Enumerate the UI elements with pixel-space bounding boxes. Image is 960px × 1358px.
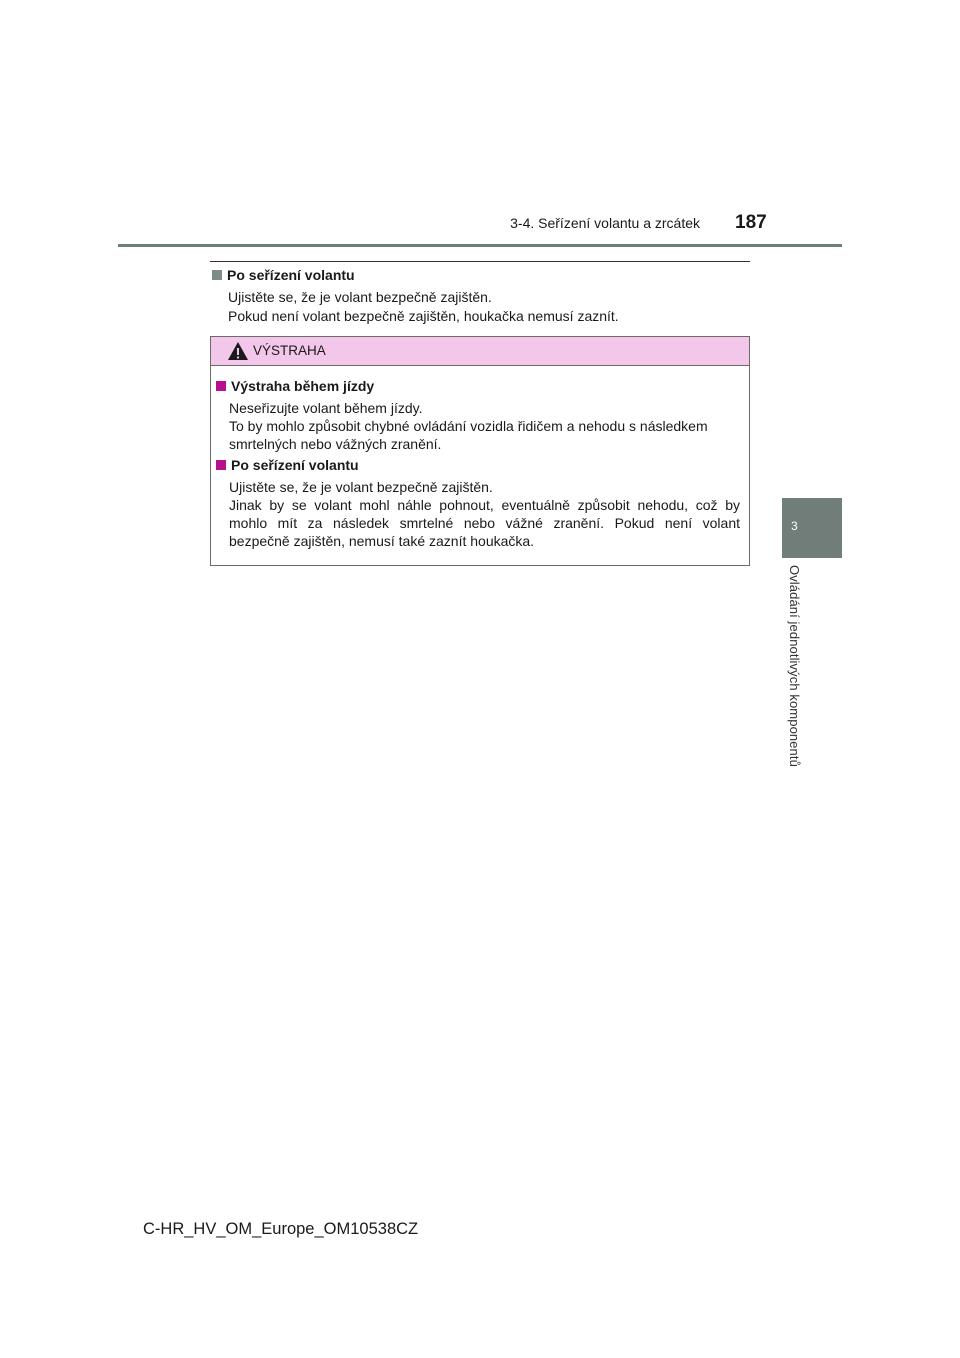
warning-line: Neseřizujte volant během jízdy. — [229, 400, 423, 416]
square-bullet-icon — [212, 270, 222, 280]
warning-line: bezpečně zajištěn, nemusí také zaznít houkačka. — [229, 533, 535, 549]
warning-header — [211, 337, 749, 366]
warning-item-body — [229, 399, 740, 453]
section-divider — [210, 261, 750, 262]
square-bullet-icon — [216, 460, 226, 470]
page-number: 187 — [735, 212, 767, 233]
warning-item-heading-text: Po seřízení volantu — [231, 457, 359, 473]
section-heading-text: Po seřízení volantu — [227, 267, 355, 283]
warning-line: To by mohlo způsobit chybné ovládání vozidla řidičem a nehodu s následkem — [229, 418, 708, 434]
warning-item-body — [229, 478, 740, 550]
chapter-number: 3 — [791, 519, 798, 533]
square-bullet-icon — [216, 381, 226, 391]
document-code: C-HR_HV_OM_Europe_OM10538CZ — [143, 1220, 419, 1238]
warning-line: Jinak by se volant mohl náhle pohnout, eventuálně způsobit nehodu, což by — [229, 497, 740, 513]
warning-box — [210, 336, 750, 566]
header-divider — [118, 244, 842, 247]
warning-line: mohlo mít za následek smrtelné nebo vážné zranění. Pokud není volant — [229, 515, 740, 531]
section-line: Ujistěte se, že je volant bezpečně zajištěn. — [228, 289, 492, 305]
warning-item-heading-text: Výstraha během jízdy — [231, 378, 375, 394]
section-body — [228, 288, 619, 326]
section-title: 3-4. Seřízení volantu a zrcátek — [510, 215, 700, 231]
warning-line: Ujistěte se, že je volant bezpečně zajištěn. — [229, 479, 493, 495]
chapter-tab — [782, 498, 842, 558]
section-heading — [212, 267, 355, 283]
section-line: Pokud není volant bezpečně zajištěn, houkačka nemusí zaznít. — [228, 308, 619, 324]
chapter-title: Ovládání jednotlivých komponentů — [787, 565, 802, 767]
warning-triangle-icon — [227, 341, 249, 361]
warning-item-heading — [216, 378, 374, 394]
warning-title: VÝSTRAHA — [253, 343, 326, 358]
warning-item-heading — [216, 457, 359, 473]
warning-line: smrtelných nebo vážných zranění. — [229, 436, 442, 452]
